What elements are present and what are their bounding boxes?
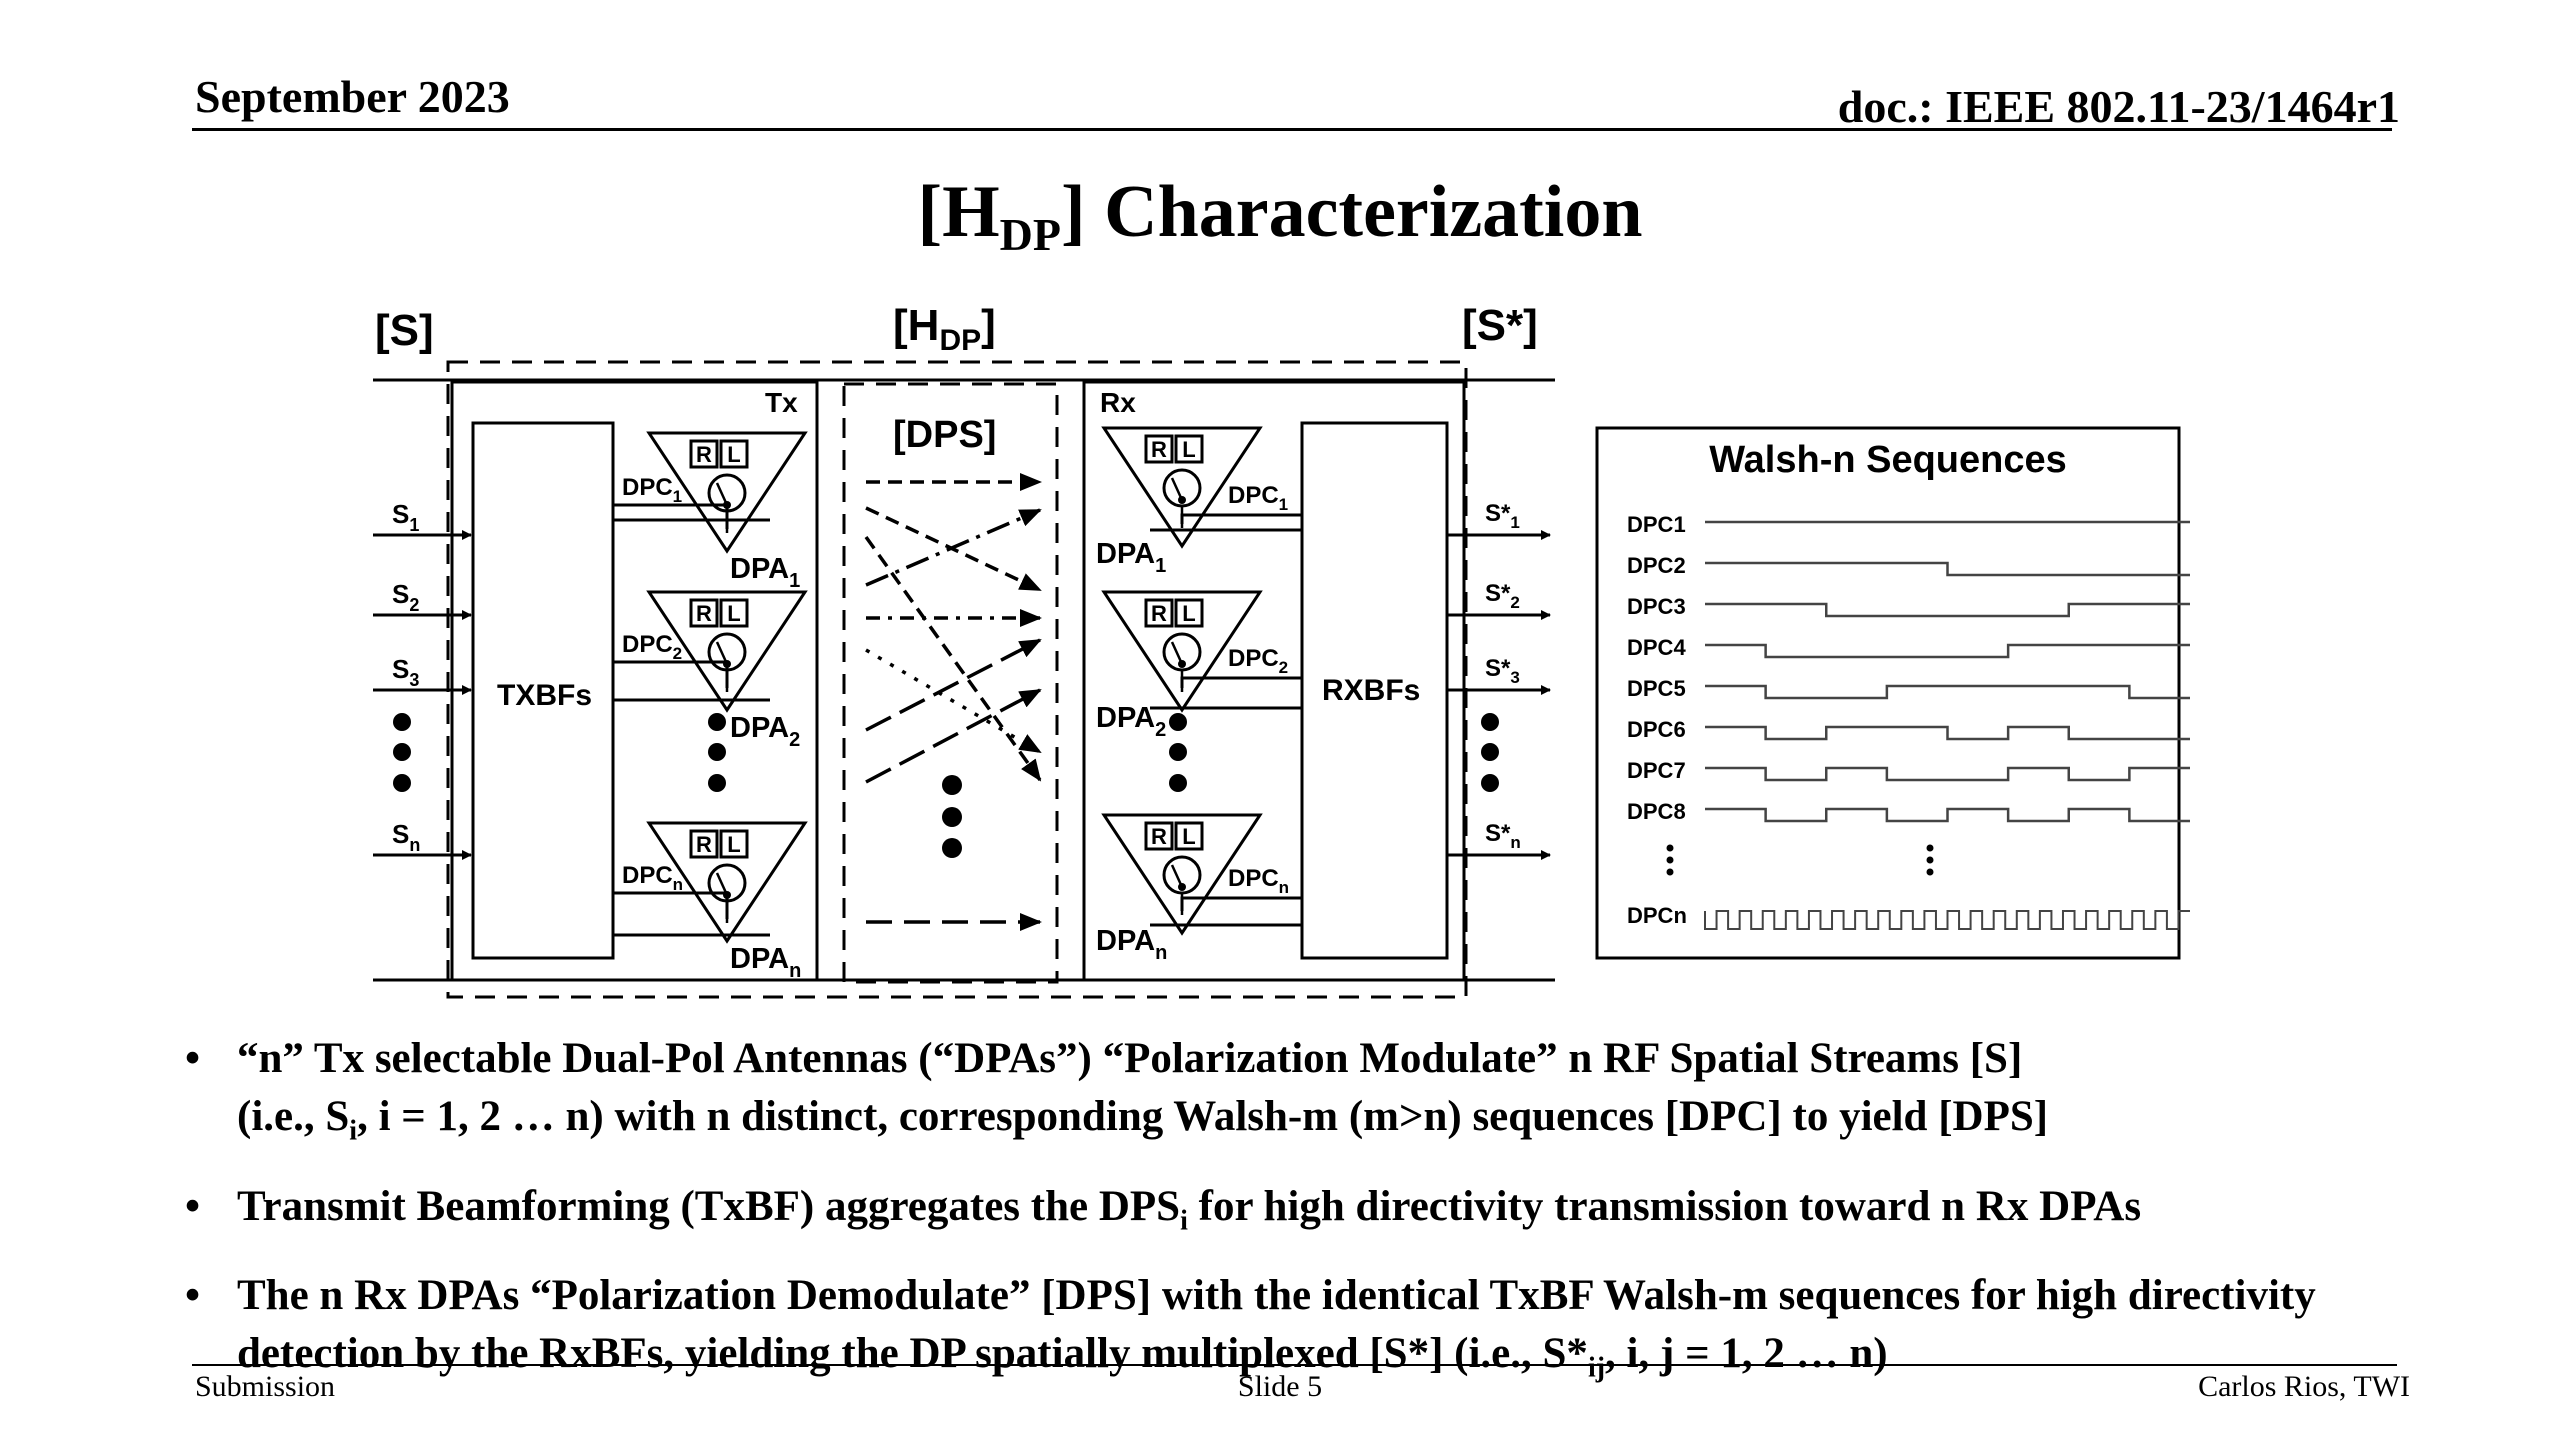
rxbfs-label: RXBFs	[1322, 674, 1421, 707]
antenna-l-label: L	[1182, 437, 1196, 462]
walsh-row-label-n: DPCn	[1627, 903, 1687, 928]
header-doc-id: doc.: IEEE 802.11-23/1464r1	[1837, 81, 2400, 132]
bullet-text: , i = 1, 2 … n) with n distinct, corresponding Walsh-m (m>n) sequences [DPC] to yield [DPS]	[357, 1093, 2049, 1140]
footer-slide-number: Slide 5	[1237, 1370, 1323, 1403]
bullet-text: (i.e., S	[237, 1093, 350, 1140]
label-sstar: [S*]	[1462, 301, 1538, 350]
dps-arrow-3	[866, 537, 1040, 780]
walsh-row-label-6: DPC6	[1627, 717, 1686, 742]
label-hdp: $[H_{DP}]$	[893, 301, 996, 357]
tx-dpa-label-1: $DPA_1$	[730, 553, 801, 592]
bullet-subscript: i	[1180, 1205, 1188, 1237]
tx-dpc-label-2: $DPC_2$	[622, 631, 683, 663]
output-label-3: $S*_3$	[1485, 655, 1520, 687]
tx-ellipsis-dot-3	[708, 774, 726, 792]
input-ellipsis-dot-3	[393, 774, 411, 792]
bullet-text: The n Rx DPAs “Polarization Demodulate” [DPS] with the identical TxBF Walsh-m sequences for high directivity detection by the RxBFs, yielding the DP spatially multiplexed [S*] (i.e., S*	[237, 1272, 2316, 1378]
rx-ellipsis-dot-1	[1169, 713, 1187, 731]
dps-ellipsis-dot-1	[942, 775, 962, 795]
bullet-text: for high directivity transmission toward n Rx DPAs	[1187, 1182, 2142, 1230]
walsh-row-label-5: DPC5	[1627, 676, 1686, 701]
header-date: September 2023	[195, 71, 510, 122]
txbfs-label: TXBFs	[497, 679, 593, 712]
walsh-row-label-4: DPC4	[1627, 635, 1686, 660]
walsh-title: Walsh-n Sequences	[1709, 439, 2067, 481]
input-label-2: $S_2$	[392, 579, 420, 615]
antenna-r-label: R	[1151, 601, 1167, 626]
walsh-ellipsis-dot-2-3	[1927, 869, 1934, 876]
tx-dpa-label-3: $DPA_n$	[730, 943, 802, 982]
rx-ellipsis-dot-3	[1169, 774, 1187, 792]
walsh-row-label-8: DPC8	[1627, 799, 1686, 824]
bullet-item-2	[185, 1178, 2445, 1251]
input-label-1: $S_1$	[392, 499, 420, 535]
bullet-subscript: ij	[1587, 1352, 1606, 1384]
dps-ellipsis-dot-3	[942, 838, 962, 858]
tx-ellipsis-dot-1	[708, 713, 726, 731]
rx-label: Rx	[1100, 387, 1136, 418]
dps-ellipsis-dot-2	[942, 807, 962, 827]
dps-arrow-7	[866, 640, 1040, 730]
footer-submission: Submission	[195, 1370, 336, 1403]
antenna-r-label: R	[696, 601, 712, 626]
walsh-ellipsis-dot-1-3	[1667, 869, 1674, 876]
antenna-l-label: L	[727, 601, 741, 626]
footer-rule	[192, 1364, 2397, 1366]
output-label-2: $S*_2$	[1485, 580, 1520, 612]
antenna-l-label: L	[1182, 824, 1196, 849]
input-ellipsis-dot-2	[393, 743, 411, 761]
antenna-l-label: L	[727, 442, 741, 467]
input-ellipsis-dot-1	[393, 713, 411, 731]
output-label-1: $S*_1$	[1485, 500, 1520, 532]
rx-dpa-label-3: $DPA_n$	[1096, 925, 1168, 964]
antenna-l-label: L	[727, 832, 741, 857]
walsh-ellipsis-dot-2-2	[1927, 857, 1934, 864]
walsh-ellipsis-dot-1-1	[1667, 845, 1674, 852]
dps-panel	[844, 384, 1057, 982]
rx-dpc-label-2: $DPC_2$	[1228, 645, 1289, 677]
bullet-text: Transmit Beamforming (TxBF) aggregates the DPS	[237, 1182, 1181, 1230]
tx-ellipsis-dot-2	[708, 743, 726, 761]
input-label-3: $S_3$	[392, 654, 420, 690]
rx-dpa-label-1: $DPA_1$	[1096, 538, 1167, 577]
walsh-row-label-7: DPC7	[1627, 758, 1686, 783]
tx-dpc-label-1: $DPC_1$	[622, 474, 683, 506]
title-sub: DP	[999, 209, 1061, 260]
antenna-l-label: L	[1182, 601, 1196, 626]
title-main: [H	[917, 171, 1000, 253]
tx-label: Tx	[765, 387, 798, 418]
bullet-list	[185, 1030, 2445, 1415]
bullet-item-1	[185, 1030, 2445, 1161]
output-label-4: $S*_n$	[1485, 820, 1521, 852]
rx-dpc-label-1: $DPC_1$	[1228, 482, 1289, 514]
walsh-ellipsis-dot-2-1	[1927, 845, 1934, 852]
tx-dpa-label-2: $DPA_2$	[730, 712, 801, 751]
output-ellipsis-dot-1	[1481, 713, 1499, 731]
walsh-row-label-1: DPC1	[1627, 512, 1686, 537]
output-ellipsis-dot-2	[1481, 743, 1499, 761]
rx-dpc-label-3: $DPC_n$	[1228, 865, 1290, 897]
dps-label: [DPS]	[893, 414, 997, 456]
antenna-r-label: R	[1151, 824, 1167, 849]
rx-ellipsis-dot-2	[1169, 743, 1187, 761]
tx-dpc-label-3: $DPC_n$	[622, 862, 684, 894]
bullet-text: “n” Tx selectable Dual-Pol Antennas (“DPAs”) “Polarization Modulate” n RF Spatial Streams [S]	[237, 1035, 2023, 1082]
antenna-r-label: R	[696, 832, 712, 857]
walsh-ellipsis-dot-1-2	[1667, 857, 1674, 864]
label-s: [S]	[375, 306, 434, 355]
walsh-row-label-2: DPC2	[1627, 553, 1686, 578]
title-rest: ] Characterization	[1061, 171, 1643, 253]
antenna-r-label: R	[696, 442, 712, 467]
bullet-subscript: i	[349, 1115, 358, 1147]
walsh-row-label-3: DPC3	[1627, 594, 1686, 619]
antenna-r-label: R	[1151, 437, 1167, 462]
bullet-text: , i, j = 1, 2 … n)	[1605, 1330, 1888, 1378]
input-label-4: $S_n$	[392, 819, 421, 855]
output-ellipsis-dot-3	[1481, 774, 1499, 792]
footer-author: Carlos Rios, TWI	[2198, 1370, 2410, 1403]
rx-dpa-label-2: $DPA_2$	[1096, 702, 1167, 741]
